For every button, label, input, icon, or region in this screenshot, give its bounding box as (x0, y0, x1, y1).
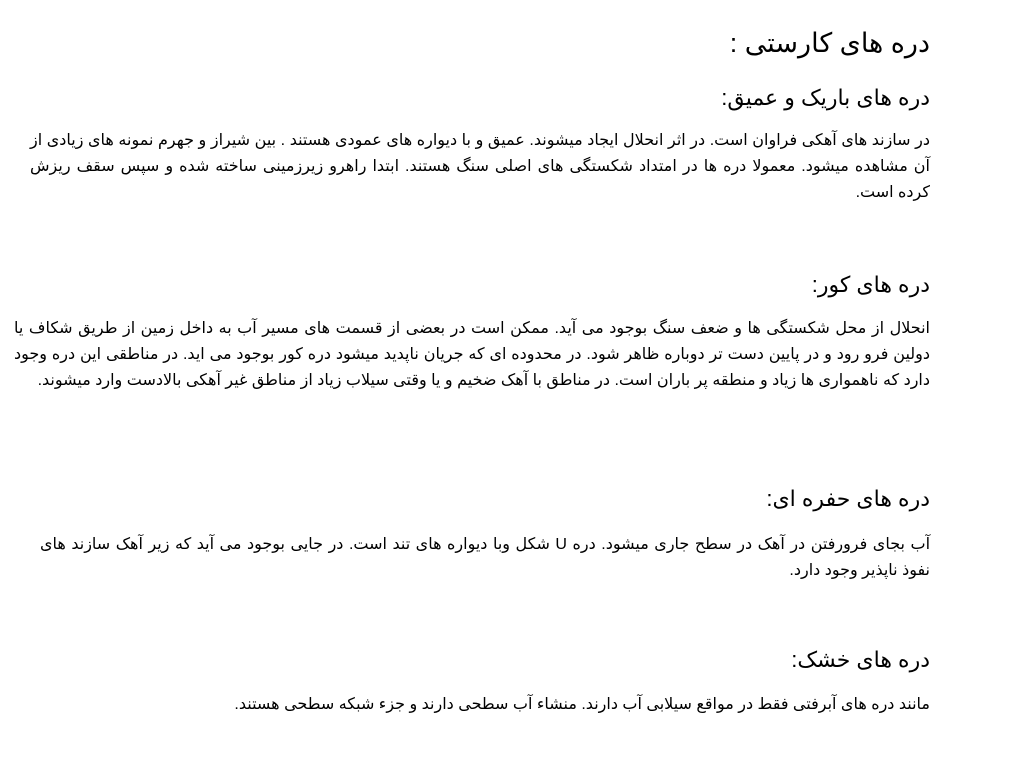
section-body-pocket-valleys: آب بجای فرورفتن در آهک در سطح جاری میشود. دره U شکل وبا دیواره های تند است. در جایی بوجود می آید که زیر آهک سازند های نفوذ ناپذیر وجود دارد. (40, 536, 931, 579)
section-body-blind-valleys: انحلال از محل شکستگی ها و ضعف سنگ بوجود می آید. ممکن است در بعضی از قسمت های مسیر آب به داخل زمین از طریق شکاف یا دولین فرو رود و در پایین دست تر دوباره ظاهر شود. در محدوده ای که جریان ناپدید میشود دره کور بوجود می اید. در مناطقی این دره وجود دارد که ناهمواری ها زیاد و منطقه پر باران است. در مناطق با آهک ضخیم و یا وقتی سیلاب زیاد از مناطق غیر آهکی بالادست وارد میشوند. (14, 320, 930, 389)
section-heading-dry-valleys: دره های خشک: (791, 647, 930, 672)
section-body-dry-valleys: مانند دره های آبرفتی فقط در مواقع سیلابی آب دارند. منشاء آب سطحی دارند و جزء شبکه سطحی هستند. (234, 696, 930, 713)
section-heading-blind-valleys: دره های کور: (811, 272, 930, 297)
section-heading-narrow-deep-valleys: دره های باریک و عمیق: (721, 85, 930, 110)
section-heading-pocket-valleys: دره های حفره ای: (766, 486, 930, 511)
slide-title: دره های کارستی : (729, 28, 930, 58)
section-body-narrow-deep-valleys: در سازند های آهکی فراوان است. در اثر انحلال ایجاد میشوند. عمیق و با دیواره های عمودی هستند . بین شیراز و جهرم نمونه های زیادی از آن مشاهده میشود. معمولا دره ها در امتداد شکستگی های اصلی سنگ هستند. ابتدا راهرو زیرزمینی ساخته شده و سپس سقف ریزش کرده است. (30, 132, 930, 201)
